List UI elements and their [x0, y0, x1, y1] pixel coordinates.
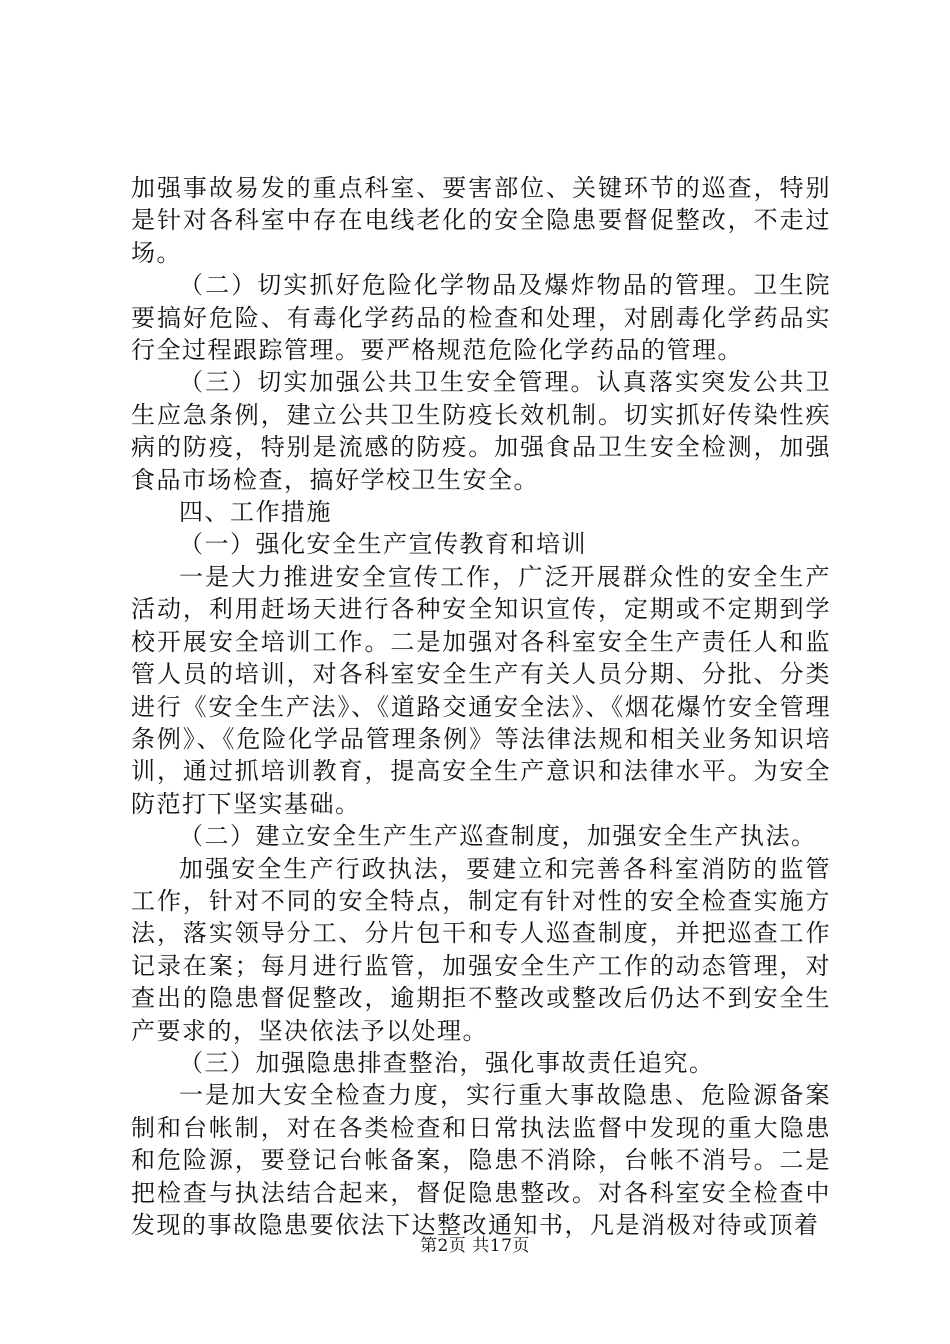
- body-paragraph-inspection-system: 加强安全生产行政执法，要建立和完善各科室消防的监管工作，针对不同的安全特点，制定有针对性的安全检查实施方法，落实领导分工、分片包干和专人巡查制度，并把巡查工作记录在案；每月进行监管，加强安全生产工作的动态管理，对查出的隐患督促整改，逾期拒不整改或整改后仍达不到安全生产要求的，坚决依法予以处理。: [131, 854, 831, 1045]
- section-heading-work-measures: 四、工作措施: [179, 498, 332, 527]
- page-number-footer: 第2页 共17页: [420, 1236, 530, 1256]
- subheading-safety-education: （一）强化安全生产宣传教育和培训: [179, 530, 587, 559]
- section-paragraph-public-health: （三）切实加强公共卫生安全管理。认真落实突发公共卫生应急条例，建立公共卫生防疫长效机制。切实抓好传染性疾病的防疫，特别是流感的防疫。加强食品卫生安全检测，加强食品市场检查，搞好学校卫生安全。: [131, 368, 831, 494]
- body-paragraph-hazard-rectification: 一是加大安全检查力度，实行重大事故隐患、危险源备案制和台帐制，对在各类检查和日常执法监督中发现的重大隐患和危险源，要登记台帐备案，隐患不消除，台帐不消号。二是把检查与执法结合起来，督促隐患整改。对各科室安全检查中发现的事故隐患要依法下达整改通知书，凡是消极对待或顶着: [131, 1081, 831, 1239]
- body-paragraph: 加强事故易发的重点科室、要害部位、关键环节的巡查，特别是针对各科室中存在电线老化的安全隐患要督促整改，不走过场。: [131, 174, 831, 267]
- subheading-inspection-system: （二）建立安全生产生产巡查制度，加强安全生产执法。: [179, 822, 817, 851]
- section-paragraph-hazardous-chemicals: （二）切实抓好危险化学物品及爆炸物品的管理。卫生院要搞好危险、有毒化学药品的检查和处理，对剧毒化学药品实行全过程跟踪管理。要严格规范危险化学药品的管理。: [131, 271, 831, 365]
- body-paragraph-safety-education: 一是大力推进安全宣传工作，广泛开展群众性的安全生产活动，利用赶场天进行各种安全知识宣传，定期或不定期到学校开展安全培训工作。二是加强对各科室安全生产责任人和监管人员的培训，对各科室安全生产有关人员分期、分批、分类进行《安全生产法》、《道路交通安全法》、《烟花爆竹安全管理条例》、《危险化学品管理条例》等法律法规和相关业务知识培训，通过抓培训教育，提高安全生产意识和法律水平。为安全防范打下坚实基础。: [131, 562, 831, 818]
- subheading-hazard-rectification: （三）加强隐患排查整治，强化事故责任追究。: [179, 1048, 715, 1077]
- document-body: [131, 172, 831, 1241]
